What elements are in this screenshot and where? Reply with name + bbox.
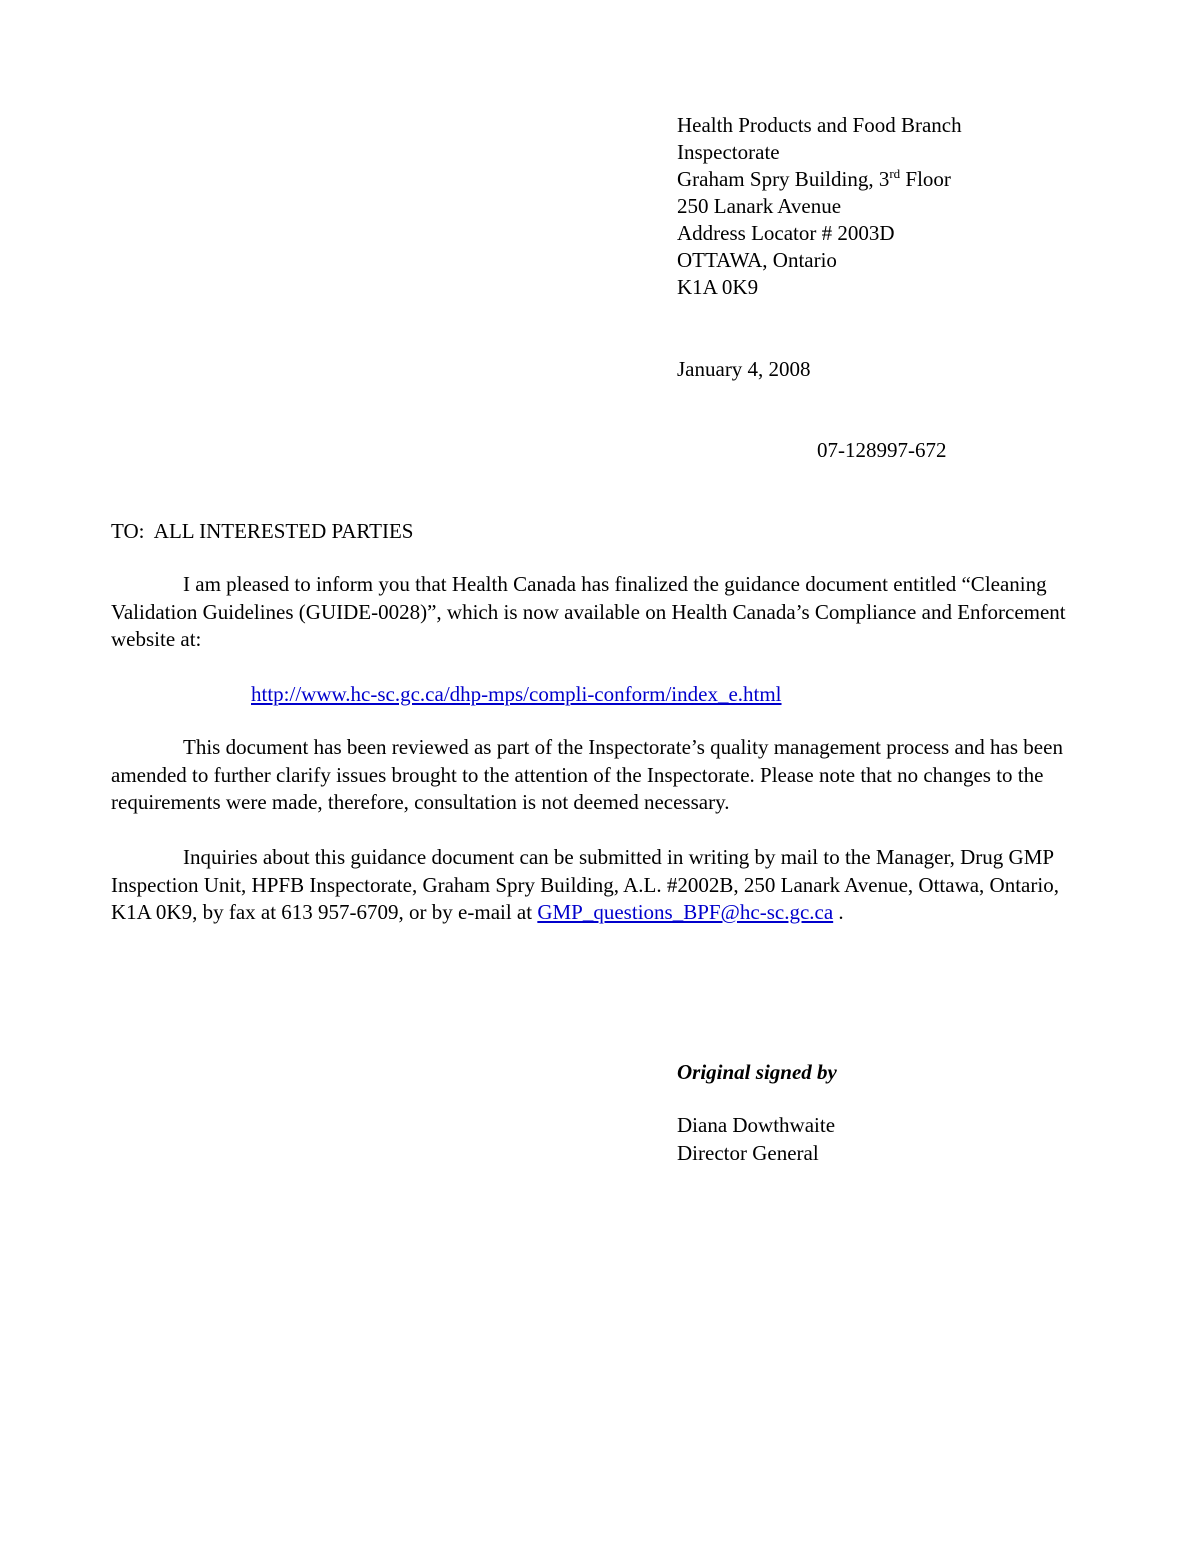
- reference-number: 07-128997-672: [817, 438, 947, 462]
- website-link-line: [251, 681, 782, 708]
- address-branch: Health Products and Food Branch: [677, 113, 962, 137]
- address-floor-ordinal: rd: [889, 166, 901, 181]
- address-city: OTTAWA, Ontario: [677, 248, 837, 272]
- address-postal-code: K1A 0K9: [677, 275, 759, 299]
- email-link[interactable]: GMP_questions_BPF@hc-sc.gc.ca: [537, 900, 834, 924]
- address-street: 250 Lanark Avenue: [677, 194, 842, 218]
- recipient-line: TO: ALL INTERESTED PARTIES: [111, 519, 414, 543]
- letter-date: January 4, 2008: [677, 357, 811, 381]
- address-floor-text: Floor: [900, 167, 951, 191]
- return-address: [677, 112, 962, 301]
- inquiries-text: Inquiries about this guidance document can be submitted in writing by mail to the Manager, Drug GMP Inspection Unit, HPFB Inspectorate, Graham Spry Building, A.L. #2002B, 250 Lanark Avenue, Ottawa, Ontario, K1A 0K9, by fax at 613 957-6709, or by e-mail at: [111, 845, 1059, 924]
- address-directorate: Inspectorate: [677, 140, 780, 164]
- signatory-title: Director General: [677, 1141, 819, 1165]
- inquiries-end: .: [833, 900, 844, 924]
- address-locator: Address Locator # 2003D: [677, 221, 895, 245]
- address-building-text: Graham Spry Building, 3: [677, 167, 890, 191]
- signatory-name: Diana Dowthwaite: [677, 1113, 836, 1137]
- body-paragraph-2: This document has been reviewed as part of the Inspectorate’s quality management process and has been amended to further clarify issues brought to the attention of the Inspectorate. Please note that no changes to the requirements were made, therefore, consultation is not deemed necessary.: [111, 735, 1063, 814]
- address-building: [677, 166, 962, 193]
- signature-note: Original signed by: [677, 1060, 837, 1084]
- body-paragraph-1: I am pleased to inform you that Health Canada has finalized the guidance document entitled “Cleaning Validation Guidelines (GUIDE-0028)”, which is now available on Health Canada’s Compliance and Enforcement website at:: [111, 572, 1066, 651]
- body-paragraph-3: [111, 844, 1086, 927]
- website-link[interactable]: http://www.hc-sc.gc.ca/dhp-mps/compli-conform/index_e.html: [251, 682, 782, 706]
